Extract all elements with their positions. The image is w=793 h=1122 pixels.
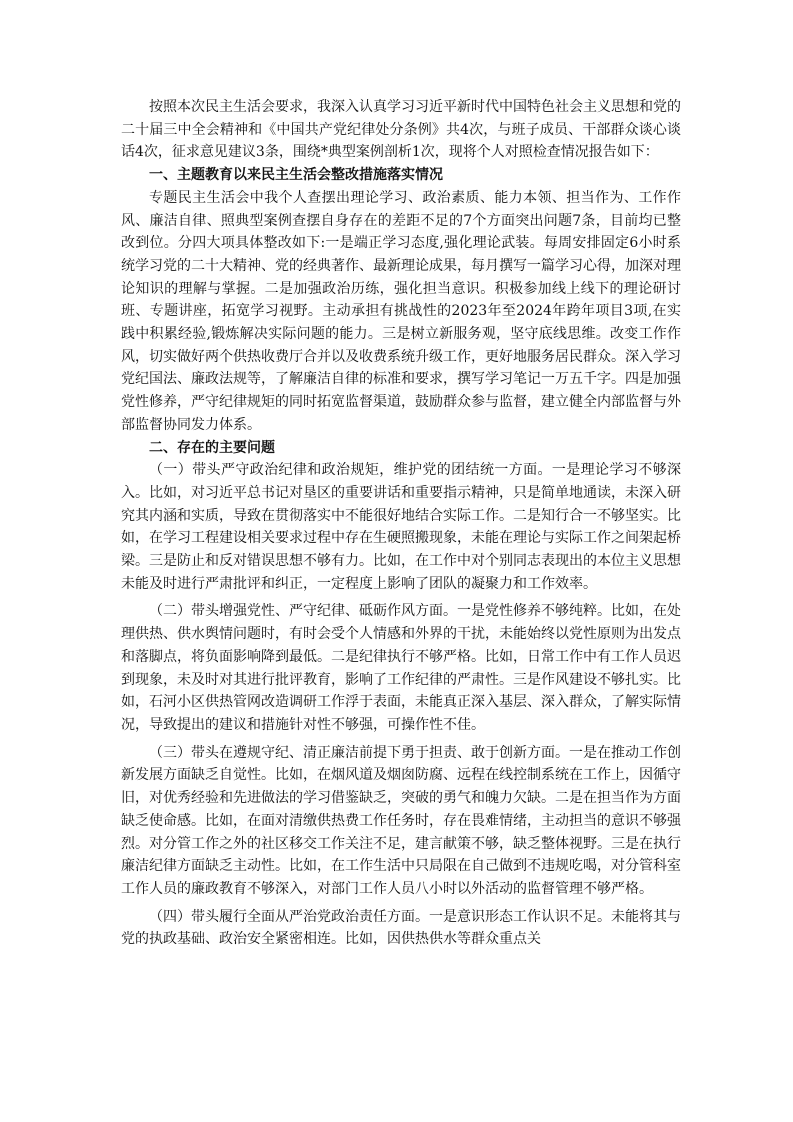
section2-heading: 二、存在的主要问题: [149, 439, 275, 456]
problem-4-paragraph: （四）带头履行全面从严治党政治责任方面。一是意识形态工作认识不足。未能将其与党的执政基础、政治安全紧密相连。比如，因供热供水等群众重点关: [121, 908, 681, 948]
problem-3-paragraph: （三）带头在遵规守纪、清正廉洁前提下勇于担责、敢于创新方面。一是在推动工作创新发展方面缺乏自觉性。比如，在烟风道及烟囱防腐、远程在线控制系统在工作上，因循守旧，对优秀经验和先进做法的学习借鉴缺乏，突破的勇气和魄力欠缺。二是在担当作为方面缺乏使命感。比如，在面对清缴供热费工作任务时，存在畏难情绪，主动担当的意识不够强烈。对分管工作之外的社区移交工作关注不足，建言献策不够，缺乏整体视野。三是在执行廉洁纪律方面缺乏主动性。比如，在工作生活中只局限在自己做到不违规吃喝，对分管科室工作人员的廉政教育不够深入，对部门工作人员八小时以外活动的监督管理不够严格。: [121, 744, 681, 897]
section1-paragraph: 专题民主生活会中我个人查摆出理论学习、政治素质、能力本领、担当作为、工作作风、廉洁自律、照典型案例查摆自身存在的差距不足的7个方面突出问题7条，目前均已整改到位。分四大项具体整改如下:一是端正学习态度,强化理论武装。每周安排固定6小时系统学习党的二十大精神、党的经典著作、最新理论成果，每月撰写一篇学习心得，加深对理论知识的理解与掌握。二是加强政治历练，强化担当意识。积极参加线上线下的理论研讨班、专题讲座，拓宽学习视野。主动承担有挑战性的2023年至2024年跨年项目3项,在实践中积累经验,锻炼解决实际问题的能力。三是树立新服务观，坚守底线思维。改变工作作风，切实做好两个供热收费厅合并以及收费系统升级工作，更好地服务居民群众。深入学习党纪国法、廉政法规等，了解廉洁自律的标准和要求，撰写学习笔记一万五千字。四是加强党性修养，严守纪律规矩的同时拓宽监督渠道，鼓励群众参与监督，建立健全内部监督与外部监督协同发力体系。: [121, 189, 681, 433]
intro-paragraph: 按照本次民主生活会要求，我深入认真学习习近平新时代中国特色社会主义思想和党的二十届三中全会精神和《中国共产党纪律处分条例》共4次，与班子成员、干部群众谈心谈话4次，征求意见建议3条，围绕*典型案例剖析1次，现将个人对照检查情况报告如下：: [121, 99, 681, 161]
section1-heading: 一、主题教育以来民主生活会整改措施落实情况: [149, 167, 443, 184]
document-page: [121, 96, 681, 951]
problem-1-paragraph: （一）带头严守政治纪律和政治规矩，维护党的团结统一方面。一是理论学习不够深入。比如，对习近平总书记对垦区的重要讲话和重要指示精神，只是简单地通读，未深入研究其内涵和实质，导致在贯彻落实中不能很好地结合实际工作。二是知行合一不够坚实。比如，在学习工程建设相关要求过程中存在生硬照搬现象，未能在理论与实际工作之间架起桥梁。三是防止和反对错误思想不够有力。比如，在工作中对个别同志表现出的本位主义思想未能及时进行严肃批评和纠正，一定程度上影响了团队的凝聚力和工作效率。: [121, 462, 681, 592]
problem-2-paragraph: （二）带头增强党性、严守纪律、砥砺作风方面。一是党性修养不够纯粹。比如，在处理供热、供水舆情问题时，有时会受个人情感和外界的干扰，未能始终以党性原则为出发点和落脚点，将负面影响降到最低。二是纪律执行不够严格。比如，日常工作中有工作人员迟到现象，未及时对其进行批评教育，影响了工作纪律的严肃性。三是作风建设不够扎实。比如，石河小区供热管网改造调研工作浮于表面，未能真正深入基层、深入群众，了解实际情况，导致提出的建议和措施针对性不够强，可操作性不佳。: [121, 603, 681, 733]
